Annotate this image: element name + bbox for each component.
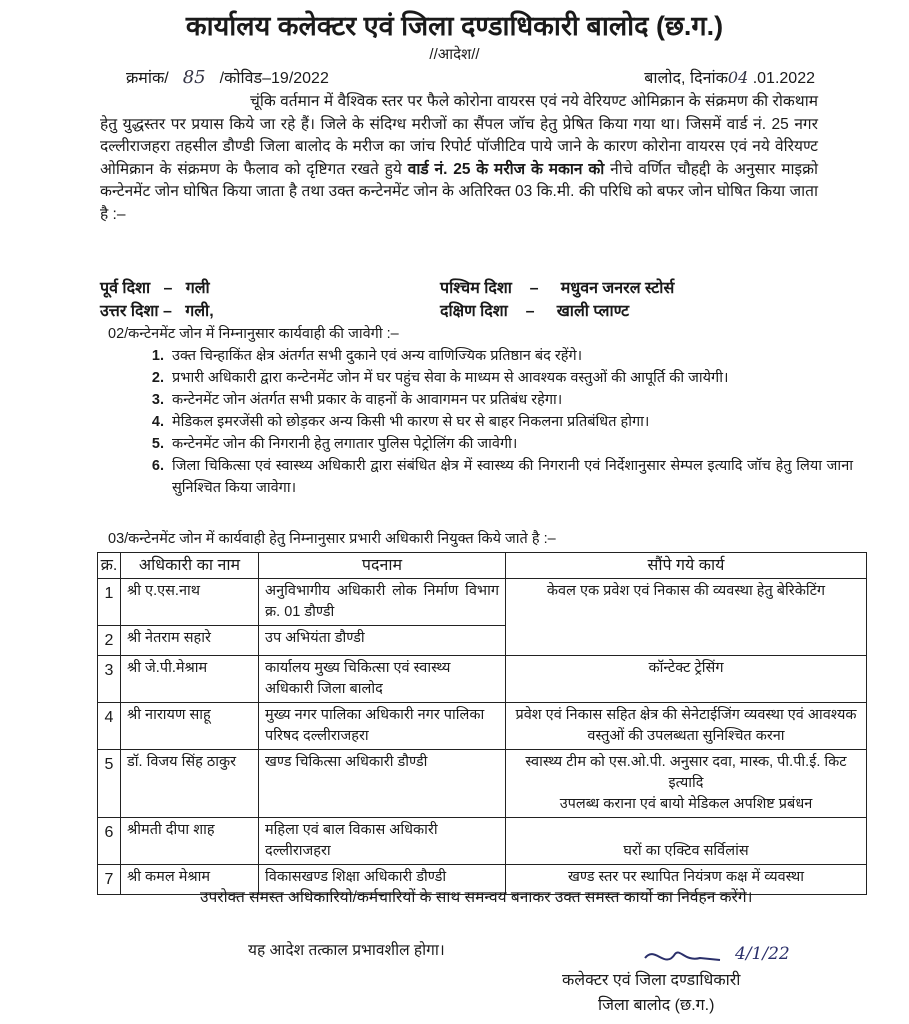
boundary-east: पूर्व दिशा – गली: [100, 280, 210, 297]
officer-name: श्रीमती दीपा शाह: [121, 818, 259, 865]
serial: 1: [98, 579, 121, 626]
table-row: [98, 750, 867, 818]
boundary-north: उत्तर दिशा – गली,: [100, 303, 214, 320]
reference-number: [126, 66, 329, 88]
boundary-south: दक्षिण दिशा – खाली प्लाण्ट: [440, 303, 630, 320]
table-header-row: [98, 553, 867, 579]
date-rest: .01.2022: [748, 70, 815, 87]
designation: खण्ड चिकित्सा अधिकारी डौण्डी: [259, 750, 506, 818]
officer-table: [97, 552, 867, 895]
signature-date: 4/1/22: [735, 944, 790, 964]
boundary-west: पश्चिम दिशा – मधुवन जनरल स्टोर्स: [440, 280, 675, 297]
col-officer-name: अधिकारी का नाम: [121, 553, 259, 579]
effect-note: यह आदेश तत्काल प्रभावशील होगा।: [248, 942, 445, 959]
officer-name: श्री जे.पी.मेश्राम: [121, 656, 259, 703]
table-row: [98, 656, 867, 703]
section-2-heading: 02/कन्टेनमेंट जोन में निम्नानुसार कार्यवाही की जावेगी :–: [108, 326, 399, 342]
body-paragraph: [100, 91, 818, 227]
action-item: 3. कन्टेनमेंट जोन अंतर्गत सभी प्रकार के वाहनों के आवागमन पर प्रतिबंध रहेगा।: [168, 389, 853, 411]
designation: मुख्य नगर पालिका अधिकारी नगर पालिका परिषद दल्लीराजहरा: [259, 703, 506, 750]
section-3-heading: 03/कन्टेनमेंट जोन में कार्यवाही हेतु निम्नानुसार प्रभारी अधिकारी नियुक्त किये जाते है :–: [108, 531, 556, 547]
para-end: नीचे वर्णित चौहद्दी के अनुसार माइक्रो कन्टेनमेंट जोन घोषित किया जाता है तथा उक्त कन्टेनमेंट जोन के अतिरिक्त 03 कि.मी. की परिधि को बफर जोन घोषित किया जाता है :–: [100, 160, 819, 223]
para-start: चूंकि वर्तमान में वैश्विक स्तर पर फैले कोरोना वायरस एवं नये वेरियण्ट ओमिक्रान के संक्रमण की रोकथाम हेतु युद्धस्तर पर प्रयास किये जा रहे हैं। जिले के संदिग्ध मरीजों का सैंपल जॉच हेतु प्रेषित किया गया था। जिसमें वार्ड नं. 25 नगर दल्लीराजहरा तहसील डौण्डी जिला बालोद के मरीज का जांच रिपोर्ट पॉजीटिव पाये जाने के कारण कोरोना वायरस एवं नये वेरियण्ट ओमिक्रान के संक्रमण के फैलाव को दृष्टिगत रखते हुये: [100, 93, 818, 178]
col-serial: क्र.: [98, 553, 121, 579]
ref-suffix: /कोविड–19/2022: [219, 70, 329, 87]
designation: कार्यालय मुख्य चिकित्सा एवं स्वास्थ्य अधिकारी जिला बालोद: [259, 656, 506, 703]
office-title: कार्यालय कलेक्टर एवं जिला दण्डाधिकारी बालोद (छ.ग.): [185, 11, 724, 41]
officer-name: डॉ. विजय सिंह ठाकुर: [121, 750, 259, 818]
signatory-place: जिला बालोद (छ.ग.): [598, 997, 715, 1014]
table-row: [98, 703, 867, 750]
officer-name: श्री ए.एस.नाथ: [121, 579, 259, 626]
date-day: 04: [727, 68, 749, 87]
action-item: 1. उक्त चिन्हाकिंत क्षेत्र अंतर्गत सभी दुकाने एवं अन्य वाणिज्यिक प्रतिष्ठान बंद रहेंगे।: [168, 345, 853, 367]
action-list: [140, 345, 853, 499]
para-bold: वार्ड नं. 25 के मरीज के मकान को: [407, 160, 605, 178]
task-line: स्वास्थ्य टीम को एस.ओ.पी. अनुसार दवा, मास्क, पी.पी.ई. किट इत्यादि: [525, 754, 847, 791]
serial: 6: [98, 818, 121, 865]
signatory-title: कलेक्टर एवं जिला दण्डाधिकारी: [562, 972, 741, 989]
designation: अनुविभागीय अधिकारी लोक निर्माण विभाग क्र. 01 डौण्डी: [259, 579, 506, 626]
date-prefix: बालोद, दिनांक: [644, 70, 728, 87]
task-line: उपलब्ध कराना एवं बायो मेडिकल अपशिष्ट प्रबंधन: [559, 796, 813, 812]
designation: महिला एवं बाल विकास अधिकारी दल्लीराजहरा: [259, 818, 506, 865]
officer-name: श्री नारायण साहू: [121, 703, 259, 750]
table-row: [98, 579, 867, 626]
action-item: 4. मेडिकल इमरजेंसी को छोड़कर अन्य किसी भी कारण से घर से बाहर निकलना प्रतिबंधित होगा।: [168, 411, 853, 433]
order-date: [644, 66, 815, 88]
col-designation: पदनाम: [259, 553, 506, 579]
coordination-note: उपरोक्त समस्त अधिकारियो/कर्मचारियों के साथ समन्वय बनाकर उक्त समस्त कार्यो का निर्वहन करेंगे।: [200, 889, 753, 906]
serial: 2: [98, 626, 121, 656]
serial: 4: [98, 703, 121, 750]
serial: 3: [98, 656, 121, 703]
order-label: //आदेश//: [429, 46, 480, 63]
assigned-task: खण्ड स्तर पर स्थापित नियंत्रण कक्ष में व्यवस्था: [506, 865, 867, 895]
assigned-task: प्रवेश एवं निकास सहित क्षेत्र की सेनेटाईजिंग व्यवस्था एवं आवश्यक वस्तुओं की उपलब्धता सुनिश्चित करना: [506, 703, 867, 750]
assigned-task: केवल एक प्रवेश एवं निकास की व्यवस्था हेतु बेरिकेटिंग: [506, 579, 867, 656]
ref-prefix: क्रमांक/: [126, 70, 169, 87]
assigned-task: घरों का एक्टिव सर्विलांस: [506, 818, 867, 865]
serial: 7: [98, 865, 121, 895]
assigned-task: [506, 750, 867, 818]
serial: 5: [98, 750, 121, 818]
officer-name: श्री कमल मेश्राम: [121, 865, 259, 895]
designation: उप अभियंता डौण्डी: [259, 626, 506, 656]
action-item: 5. कन्टेनमेंट जोन की निगरानी हेतु लगातार पुलिस पेट्रोलिंग की जावेगी।: [168, 433, 853, 455]
table-row: [98, 818, 867, 865]
officer-name: श्री नेतराम सहारे: [121, 626, 259, 656]
assigned-task: कॉन्टेक्ट ट्रेसिंग: [506, 656, 867, 703]
action-item: 6. जिला चिकित्सा एवं स्वास्थ्य अधिकारी द्वारा संबंधित क्षेत्र में स्वास्थ्य की निगरानी एवं निर्देशानुसार सेम्पल इत्यादि जॉच हेतु लिया जाना सुनिश्चित किया जावेगा।: [168, 455, 853, 499]
action-item: 2. प्रभारी अधिकारी द्वारा कन्टेनमेंट जोन में घर पहुंच सेवा के माध्यम से आवश्यक वस्तुओं की आपूर्ति की जायेगी।: [168, 367, 853, 389]
designation: विकासखण्ड शिक्षा अधिकारी डौण्डी: [259, 865, 506, 895]
col-assigned-task: सौंपे गये कार्य: [506, 553, 867, 579]
ref-number: 85: [182, 67, 206, 88]
